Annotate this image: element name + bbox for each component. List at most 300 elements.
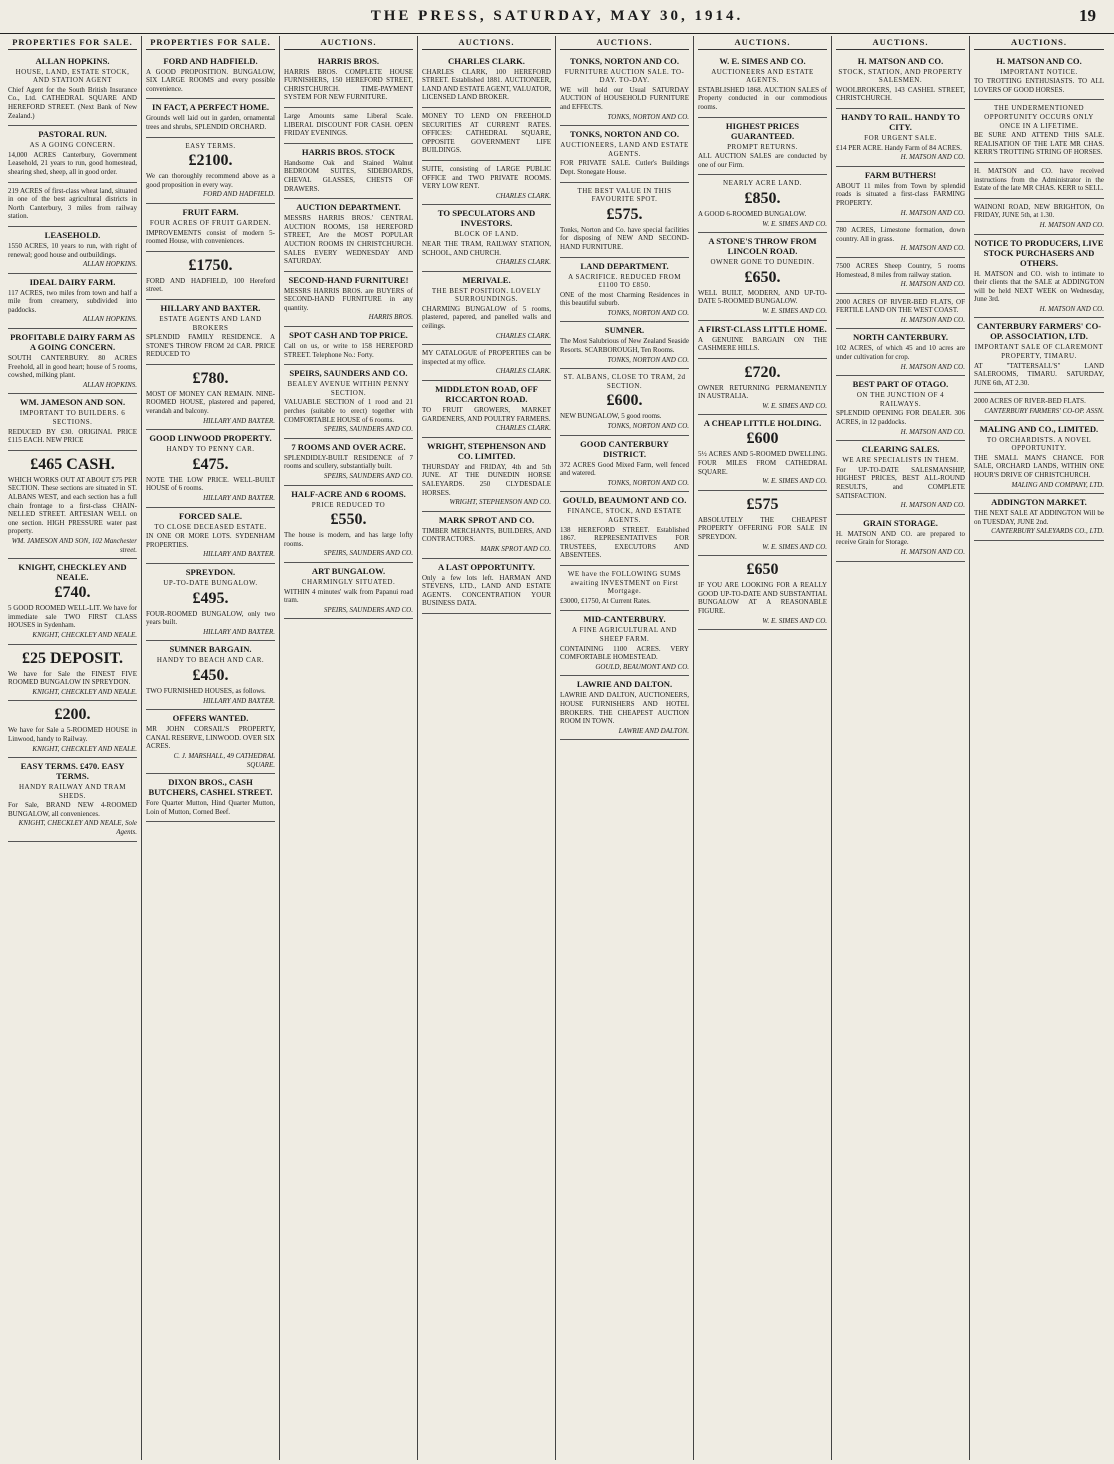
advertisement	[8, 701, 137, 758]
ad-body: WITHIN 4 minutes' walk from Papanui road tram.	[284, 587, 413, 605]
ad-body: CHARMING BUNGALOW of 5 rooms, plastered, papered, and panelled walls and ceilings.	[422, 304, 551, 331]
newspaper-columns	[4, 36, 1110, 1460]
ad-body: THE NEXT SALE AT ADDINGTON Will be on TUESDAY, JUNE 2nd.	[974, 509, 1104, 526]
advertisement	[974, 393, 1104, 420]
ad-body: We have for Sale the FINEST FIVE ROOMED BUNGALOW IN SPREYDON.	[8, 669, 137, 687]
advertisement	[698, 415, 827, 490]
ad-title: HIGHEST PRICES GUARANTEED.	[725, 120, 800, 141]
ad-signature: GOULD, BEAUMONT AND CO.	[595, 662, 689, 671]
ad-signature: SPEIRS, SAUNDERS AND CO.	[323, 425, 413, 434]
ad-signature: H. MATSON AND CO.	[900, 153, 965, 162]
ad-signature: H. MATSON AND CO.	[900, 244, 965, 253]
ad-signature: HILLARY AND BAXTER.	[203, 696, 275, 705]
ad-body: ONE of the most Charming Residences in this beautiful suburb.	[560, 290, 689, 308]
ad-title: A STONE'S THROW FROM LINCOLN ROAD.	[708, 236, 817, 257]
advertisement	[422, 381, 551, 438]
ad-price: £465 CASH.	[30, 455, 115, 473]
advertisement	[284, 486, 413, 563]
ad-body: SPLENDIDLY-BUILT RESIDENCE of 7 rooms and scullery, substantially built.	[284, 453, 413, 471]
ad-title: IDEAL DAIRY FARM.	[29, 276, 116, 287]
ad-subtitle: THE BEST POSITION. LOVELY SURROUNDINGS.	[431, 286, 542, 304]
advertisement	[8, 559, 137, 644]
advertisement	[146, 710, 275, 774]
ad-price: £1750.	[188, 256, 233, 274]
advertisement	[8, 183, 137, 227]
ad-signature: HILLARY AND BAXTER.	[203, 550, 275, 559]
advertisement	[974, 53, 1104, 101]
ad-title: CANTERBURY FARMERS' CO-OP. ASSOCIATION, LTD.	[976, 321, 1102, 342]
ad-subtitle: A FINE AGRICULTURAL AND SHEEP FARM.	[572, 626, 677, 643]
advertisement	[8, 126, 137, 182]
column-heading: AUCTIONS.	[698, 38, 827, 50]
ad-subtitle: STOCK, STATION, AND PROPERTY SALESMEN.	[838, 67, 963, 85]
ad-subtitle: OWNER GONE TO DUNEDIN.	[710, 258, 815, 267]
ad-body: For UP-TO-DATE SALESMANSHIP, HIGHEST PRICES, BEST ALL-ROUND RESULTS, and COMPLETE SATISFACTION.	[836, 465, 965, 500]
ad-title: TO SPECULATORS AND INVESTORS.	[437, 208, 536, 229]
ad-body: H. MATSON and CO. wish to intimate to their clients that the SALE at ADDINGTON will be held NEXT WEEK on Wednesday, June 3rd.	[974, 269, 1104, 304]
ad-body: ABSOLUTELY THE CHEAPEST PROPERTY OFFERING FOR SALE IN SPREYDON.	[698, 515, 827, 542]
ad-signature: MARK SPROT AND CO.	[480, 544, 551, 553]
advertisement	[284, 327, 413, 365]
ad-signature: W. E. SIMES AND CO.	[762, 306, 827, 315]
advertisement	[284, 144, 413, 199]
ad-title: ADDINGTON MARKET.	[991, 497, 1087, 508]
ad-subtitle: PRICE REDUCED TO	[311, 500, 386, 509]
ad-body: CONTAINING 1100 ACRES. VERY COMFORTABLE HOMESTEAD.	[560, 644, 689, 662]
ad-body: 780 ACRES, Limestone formation, down country. All in grass.	[836, 226, 965, 243]
ad-signature: H. MATSON AND CO.	[1039, 220, 1104, 229]
ad-signature: FORD AND HADFIELD.	[202, 190, 275, 199]
ad-signature: C. J. MARSHALL, 49 CATHEDRAL SQUARE.	[173, 751, 275, 769]
ad-body: We can thoroughly recommend above as a good proposition in every way.	[146, 172, 275, 189]
ad-price: £2100.	[188, 152, 233, 170]
ad-price: £650	[746, 561, 779, 579]
ad-signature: SPEIRS, SAUNDERS AND CO.	[323, 472, 413, 480]
ad-title: BEST PART OF OTAGO.	[852, 379, 949, 390]
ad-signature: WM. JAMESON AND SON, 102 Manchester street.	[11, 536, 137, 554]
ad-title: SPOT CASH AND TOP PRICE.	[289, 330, 408, 341]
ad-body: 7500 ACRES Sheep Country, 5 rooms Homestead, 8 miles from railway station.	[836, 261, 965, 279]
ad-title: MALING AND CO., LIMITED.	[979, 423, 1099, 434]
ad-signature: W. E. SIMES AND CO.	[762, 401, 827, 410]
advertisement	[836, 167, 965, 222]
advertisement	[974, 494, 1104, 541]
advertisement	[836, 109, 965, 167]
ad-title: MERIVALE.	[462, 274, 511, 285]
advertisement	[146, 641, 275, 710]
ad-subtitle: PROMPT RETURNS.	[727, 142, 798, 151]
ad-body: Only a few lots left. HARMAN AND STEVENS, LTD., LAND AND ESTATE AGENTS. CONCENTRATION YOUR BUSINESS DATA.	[422, 573, 551, 608]
advertisement	[422, 512, 551, 559]
advertisement	[560, 566, 689, 611]
advertisement	[836, 53, 965, 109]
ad-subtitle: A SACRIFICE. REDUCED FROM £1100 TO £850.	[568, 272, 681, 290]
advertisement	[422, 53, 551, 108]
ad-body: 2000 ACRES OF RIVER-BED FLATS, OF FERTILE LAND ON THE WEST COAST.	[836, 297, 965, 315]
ad-signature: H. MATSON AND CO.	[900, 427, 965, 436]
ad-body: Chief Agent for the South British Insurance Co., Ltd. CATHEDRAL SQUARE AND HEREFORD STREET. (Next Bank of New Zealand.)	[8, 85, 137, 120]
ad-subtitle: HOUSE, LAND, ESTATE STOCK, AND STATION AGENT	[15, 67, 130, 85]
advertisement	[974, 235, 1104, 319]
ad-title: OFFERS WANTED.	[172, 713, 249, 724]
ad-signature: H. MATSON AND CO.	[900, 315, 965, 324]
ad-body: SPLENDID FAMILY RESIDENCE. A STONE'S THROW FROM 2d CAR. PRICE REDUCED TO	[146, 333, 275, 359]
ad-title: GOOD LINWOOD PROPERTY.	[149, 433, 272, 444]
ad-body: NEAR THE TRAM, RAILWAY STATION, SCHOOL, AND CHURCH.	[422, 239, 551, 257]
ad-subtitle: WE have the FOLLOWING SUMS awaiting INVESTMENT on First Mortgage.	[567, 569, 682, 596]
ad-subtitle: FOR URGENT SALE.	[864, 133, 937, 142]
ad-subtitle: FURNITURE AUCTION SALE. TO-DAY. TO-DAY.	[564, 67, 685, 85]
ad-title: MARK SPROT AND CO.	[438, 514, 535, 525]
ad-subtitle: BLOCK OF LAND.	[454, 230, 519, 239]
ad-signature: H. MATSON AND CO.	[900, 280, 965, 289]
ad-price: £720.	[744, 363, 781, 381]
ad-title: LAWRIE AND DALTON.	[576, 679, 673, 690]
advertisement	[422, 108, 551, 161]
advertisement	[8, 227, 137, 274]
advertisement	[146, 138, 275, 204]
ad-subtitle: AUCTIONEERS AND ESTATE AGENTS.	[711, 67, 814, 85]
ad-price: £200.	[54, 706, 91, 724]
ad-body: MESSRS HARRIS BROS.' CENTRAL AUCTION ROOMS, 158 HEREFORD STREET, Are the MOST POPULAR AUCTION ROOMS IN CHRISTCHURCH. SALES EVERY WEDNESDAY AND SATURDAY.	[284, 214, 413, 266]
ad-body: 1550 ACRES, 10 years to run, with right of renewal; good house and outbuildings.	[8, 241, 137, 259]
ad-title: PROFITABLE DAIRY FARM AS A GOING CONCERN.	[10, 332, 135, 353]
ad-price: £850.	[744, 189, 781, 207]
advertisement	[422, 161, 551, 205]
ad-title: W. E. SIMES AND CO.	[719, 55, 806, 66]
ad-body: CHARLES CLARK, 100 HEREFORD STREET. Established 1881. AUCTIONEER, LAND AND ESTATE AGENT, VALUATOR, LICENSED LAND BROKER.	[422, 67, 551, 102]
ad-body: THE SMALL MAN'S CHANCE. FOR SALE, ORCHARD LANDS, WITHIN ONE HOUR'S DRIVE OF CHRISTCHURCH.	[974, 453, 1104, 479]
ad-signature: KNIGHT, CHECKLEY AND NEALE.	[32, 687, 137, 696]
ad-subtitle: IMPORTANT NOTICE.	[1000, 67, 1078, 76]
advertisement	[836, 515, 965, 562]
ad-body: 219 ACRES of first-class wheat land, situated in one of the best agricultural districts in North Canterbury, 3 miles from railway station.	[8, 186, 137, 221]
ad-body: ALL AUCTION SALES are conducted by one of our Firm.	[698, 152, 827, 169]
ad-title: GRAIN STORAGE.	[863, 517, 938, 528]
ad-body: SPLENDID OPENING FOR DEALER. 306 ACRES, in 12 paddocks.	[836, 409, 965, 427]
advertisement	[698, 233, 827, 320]
advertisement	[8, 758, 137, 842]
advertisement	[698, 359, 827, 416]
advertisement	[284, 439, 413, 486]
advertisement	[422, 272, 551, 346]
column	[694, 36, 832, 1460]
ad-title: FORD AND HADFIELD.	[163, 55, 258, 66]
ad-body: REDUCED BY £30. ORIGINAL PRICE £115 EACH. NEW PRICE	[8, 427, 137, 445]
advertisement	[836, 222, 965, 258]
ad-subtitle: THE BEST VALUE IN THIS FAVOURITE SPOT.	[577, 186, 672, 204]
ad-title: SUMNER.	[604, 325, 645, 336]
ad-title: DIXON BROS., CASH BUTCHERS, CASHEL STREET.	[148, 777, 273, 798]
ad-body: AT "TATTERSALL'S" LAND SALEROOMS, TIMARU. SATURDAY, JUNE 6th, AT 2.30.	[974, 361, 1104, 387]
ad-signature: MALING AND COMPANY, LTD.	[1011, 480, 1104, 489]
advertisement	[284, 272, 413, 327]
ad-title: SUMNER BARGAIN.	[169, 644, 252, 655]
ad-body: A GENUINE BARGAIN ON THE CASHMERE HILLS.	[698, 335, 827, 353]
ad-body: IN ONE OR MORE LOTS. SYDENHAM PROPERTIES.	[146, 532, 275, 549]
ad-body: £14 PER ACRE. Handy Farm of 84 ACRES.	[836, 143, 962, 152]
ad-title: SECOND-HAND FURNITURE!	[288, 274, 409, 285]
advertisement	[8, 645, 137, 702]
ad-body: MY CATALOGUE of PROPERTIES can be inspected at my office.	[422, 349, 551, 366]
ad-signature: ALLAN HOPKINS.	[82, 260, 137, 269]
ad-signature: H. MATSON AND CO.	[900, 501, 965, 510]
ad-body: For Sale, BRAND NEW 4-ROOMED BUNGALOW, all conveniences.	[8, 801, 137, 818]
ad-title: PASTORAL RUN.	[38, 129, 107, 140]
advertisement	[560, 322, 689, 369]
ad-body: MOST OF MONEY CAN REMAIN. NINE-ROOMED HOUSE, plastered and papered, verandah and balcony.	[146, 389, 275, 416]
ad-subtitle: FOUR ACRES OF FRUIT GARDEN.	[149, 218, 272, 227]
advertisement	[560, 676, 689, 740]
ad-subtitle: EASY TERMS.	[185, 141, 236, 150]
advertisement	[8, 329, 137, 394]
ad-title: MIDDLETON ROAD, OFF RICCARTON ROAD.	[435, 384, 538, 405]
advertisement	[974, 100, 1104, 163]
ad-title: HILLARY AND BAXTER.	[160, 302, 261, 313]
ad-body: OWNER RETURNING PERMANENTLY IN AUSTRALIA.	[698, 383, 827, 401]
ad-title: HANDY TO RAIL. HANDY TO CITY.	[841, 111, 960, 132]
ad-price: £450.	[192, 666, 229, 684]
advertisement	[698, 53, 827, 118]
advertisement	[146, 508, 275, 564]
advertisement	[560, 436, 689, 493]
ad-title: TONKS, NORTON AND CO.	[570, 55, 679, 66]
column-heading: AUCTIONS.	[560, 38, 689, 50]
ad-subtitle: NEARLY ACRE LAND.	[723, 179, 802, 188]
advertisement	[422, 438, 551, 512]
masthead	[0, 0, 1114, 34]
ad-signature: SPEIRS, SAUNDERS AND CO.	[323, 549, 413, 558]
column	[418, 36, 556, 1460]
ad-body: BE SURE AND ATTEND THIS SALE. REALISATION OF THE LATE MR CHAS. KERR'S TROTTING STRING OF HORSES.	[974, 131, 1104, 157]
ad-body: 14,000 ACRES Canterbury, Government Leasehold, 21 years to run, good homestead, shearing shed, sheep, all in good order.	[8, 150, 137, 176]
ad-title: HARRIS BROS.	[317, 55, 380, 66]
advertisement	[560, 258, 689, 323]
ad-body: IMPROVEMENTS consist of modern 5-roomed House, with conveniences.	[146, 228, 275, 246]
ad-signature: CANTERBURY FARMERS' CO-OP. ASSN.	[984, 407, 1104, 416]
ad-signature: W. E. SIMES AND CO.	[762, 542, 827, 551]
ad-body: WOOLBROKERS, 143 CASHEL STREET, CHRISTCHURCH.	[836, 85, 965, 103]
advertisement	[698, 491, 827, 556]
ad-price: £575.	[606, 205, 643, 223]
ad-body: A GOOD 6-ROOMED BUNGALOW.	[698, 209, 807, 218]
advertisement	[284, 53, 413, 108]
column-heading: PROPERTIES FOR SALE.	[146, 38, 275, 50]
advertisement	[560, 492, 689, 566]
ad-price: £495.	[192, 589, 229, 607]
ad-body: FORD AND HADFIELD, 100 Hereford street.	[146, 276, 275, 294]
ad-subtitle: FINANCE, STOCK, AND ESTATE AGENTS.	[567, 507, 682, 524]
ad-body: £3000, £1750, At Current Rates.	[560, 596, 651, 605]
ad-subtitle: AS A GOING CONCERN.	[29, 141, 116, 150]
ad-title: KNIGHT, CHECKLEY AND NEALE.	[18, 562, 127, 583]
ad-body: 372 ACRES Good Mixed Farm, well fenced and watered.	[560, 460, 689, 478]
ad-signature: CHARLES CLARK.	[495, 258, 551, 267]
column-heading: AUCTIONS.	[836, 38, 965, 50]
advertisement	[836, 441, 965, 515]
advertisement	[560, 369, 689, 435]
ad-title: SPEIRS, SAUNDERS AND CO.	[289, 368, 408, 379]
advertisement	[974, 421, 1104, 495]
ad-title: IN FACT, A PERFECT HOME.	[152, 102, 269, 113]
ad-title: GOULD, BEAUMONT AND CO.	[562, 495, 687, 506]
ad-signature: H. MATSON AND CO.	[900, 362, 965, 371]
ad-subtitle: IMPORTANT SALE OF CLAREMONT PROPERTY, TIMARU.	[974, 343, 1104, 361]
advertisement	[698, 118, 827, 176]
ad-signature: KNIGHT, CHECKLEY AND NEALE, Sole Agents.	[18, 819, 137, 837]
ad-body: LAWRIE AND DALTON, AUCTIONEERS, HOUSE FURNISHERS AND HOTEL BROKERS. THE CHEAPEST AUCTION ROOM IN TOWN.	[560, 691, 689, 726]
ad-signature: HILLARY AND BAXTER.	[203, 494, 275, 503]
column-heading: AUCTIONS.	[974, 38, 1104, 50]
ad-subtitle: UP-TO-DATE BUNGALOW.	[163, 579, 258, 587]
ad-body: TO FRUIT GROWERS, MARKET GARDENERS, AND POULTRY FARMERS.	[422, 406, 551, 423]
ad-body: MESSRS HARRIS BROS. are BUYERS of SECOND-HAND FURNITURE in any quantity.	[284, 286, 413, 312]
ad-body: Tonks, Norton and Co. have special facilities for disposing of NEW AND SECOND-HAND FURNITURE.	[560, 225, 689, 251]
ad-body: TWO FURNISHED HOUSES, as follows.	[146, 686, 266, 695]
ad-signature: CANTERBURY SALEYARDS CO., LTD.	[991, 527, 1104, 536]
advertisement	[146, 53, 275, 100]
ad-body: Large Amounts same Liberal Scale. LIBERAL DISCOUNT FOR CASH. OPEN FRIDAY EVENINGS.	[284, 111, 413, 138]
ad-subtitle: ESTATE AGENTS AND LAND BROKERS	[159, 314, 262, 332]
ad-body: VALUABLE SECTION of 1 rood and 21 perches (suitable to erect) together with COMFORTABLE HOUSE of 6 rooms.	[284, 398, 413, 424]
ad-signature: CHARLES CLARK.	[495, 331, 551, 340]
ad-body: FOUR-ROOMED BUNGALOW, only two years built.	[146, 609, 275, 627]
ad-subtitle: TO CLOSE DECEASED ESTATE.	[154, 522, 267, 531]
ad-signature: H. MATSON AND CO.	[900, 547, 965, 556]
ad-signature: CHARLES CLARK.	[495, 424, 551, 433]
ad-title: LAND DEPARTMENT.	[580, 260, 669, 271]
ad-price: £650.	[744, 268, 781, 286]
ad-title: FRUIT FARM.	[182, 206, 239, 217]
ad-title: HALF-ACRE AND 6 ROOMS.	[291, 488, 406, 499]
ad-title: A FIRST-CLASS LITTLE HOME.	[698, 323, 827, 334]
column	[970, 36, 1108, 1460]
ad-body: THURSDAY and FRIDAY, 4th and 5th JUNE. AT THE DUNEDIN HORSE SALEYARDS. 250 CLYDESDALE HORSES.	[422, 462, 551, 497]
advertisement	[8, 451, 137, 559]
ad-title: NOTICE TO PRODUCERS, LIVE STOCK PURCHASERS AND OTHERS.	[974, 237, 1104, 268]
ad-signature: TONKS, NORTON AND CO.	[607, 355, 689, 364]
advertisement	[560, 126, 689, 182]
advertisement	[8, 394, 137, 450]
advertisement	[836, 329, 965, 376]
ad-subtitle: HANDY TO BEACH AND CAR.	[156, 656, 265, 665]
ad-signature: KNIGHT, CHECKLEY AND NEALE.	[32, 630, 137, 639]
advertisement	[560, 53, 689, 127]
advertisement	[146, 99, 275, 137]
ad-signature: LAWRIE AND DALTON.	[618, 726, 689, 735]
ad-price: £600.	[606, 392, 643, 410]
ad-title: FARM BUTHERS!	[864, 169, 937, 180]
ad-signature: TONKS, NORTON AND CO.	[607, 478, 689, 487]
column	[556, 36, 694, 1460]
ad-body: 5 GOOD ROOMED WELL-LIT. We have for immediate sale TWO FIRST CLASS HOUSES in Sydenham.	[8, 604, 137, 630]
advertisement	[836, 376, 965, 441]
advertisement	[146, 300, 275, 365]
advertisement	[146, 564, 275, 641]
ad-signature: HARRIS BROS.	[368, 313, 413, 322]
ad-body: 102 ACRES, of which 45 and 10 acres are under cultivation for crop.	[836, 344, 965, 362]
advertisement	[974, 318, 1104, 393]
ad-subtitle: CHARMINGLY SITUATED.	[301, 577, 396, 586]
advertisement	[146, 774, 275, 822]
ad-subtitle: WE ARE SPECIALISTS IN THEM.	[842, 456, 959, 465]
advertisement	[8, 274, 137, 329]
ad-body: FOR PRIVATE SALE. Cutler's Buildings Dept. Stonegate House.	[560, 159, 689, 176]
ad-title: 7 ROOMS AND OVER ACRE.	[291, 441, 406, 452]
ad-price: £475.	[192, 455, 229, 473]
ad-title: ART BUNGALOW.	[311, 565, 386, 576]
ad-body: ESTABLISHED 1868. AUCTION SALES of Property conducted in our commodious rooms.	[698, 85, 827, 111]
ad-body: Fore Quarter Mutton, Hind Quarter Mutton, Loin of Mutton, Corned Beef.	[146, 799, 275, 816]
masthead-title: THE PRESS, SATURDAY, MAY 30, 1914.	[370, 8, 744, 24]
ad-body: NEW BUNGALOW, 5 good rooms.	[560, 412, 662, 421]
ad-signature: HILLARY AND BAXTER.	[203, 416, 275, 425]
ad-title: GOOD CANTERBURY DISTRICT.	[580, 438, 669, 459]
ad-title: FORCED SALE.	[178, 510, 243, 521]
ad-subtitle: ON THE JUNCTION OF 4 RAILWAYS.	[856, 391, 945, 408]
ad-title: H. MATSON AND CO.	[996, 55, 1082, 66]
advertisement	[422, 205, 551, 271]
ad-body: 2000 ACRES OF RIVER-BED FLATS.	[974, 397, 1086, 406]
ad-title: EASY TERMS. £470. EASY TERMS.	[20, 761, 125, 782]
ad-body: We have for Sale a 5-ROOMED HOUSE in Linwood, handy to Railway.	[8, 726, 137, 743]
ad-body: Call on us, or write to 158 HEREFORD STREET. Telephone No.: Forty.	[284, 342, 413, 359]
advertisement	[284, 563, 413, 619]
ad-subtitle: THE UNDERMENTIONED OPPORTUNITY OCCURS ONLY ONCE IN A LIFETIME.	[984, 104, 1094, 130]
ad-signature: TONKS, NORTON AND CO.	[607, 422, 689, 431]
ad-signature: TONKS, NORTON AND CO.	[607, 308, 689, 317]
ad-title: WM. JAMESON AND SON.	[19, 397, 126, 408]
ad-body: IF YOU ARE LOOKING FOR A REALLY GOOD UP-TO-DATE AND SUBSTANTIAL BUNGALOW AT A REASONABLE FIGURE.	[698, 581, 827, 615]
ad-body: SOUTH CANTERBURY. 80 ACRES Freehold, all in good heart; house of 5 rooms, cowshed, milking plant.	[8, 354, 137, 380]
ad-title: TONKS, NORTON AND CO.	[570, 129, 679, 140]
advertisement	[284, 199, 413, 272]
advertisement	[146, 365, 275, 430]
column-heading: AUCTIONS.	[422, 38, 551, 50]
ad-price: £575	[746, 495, 779, 513]
ad-signature: KNIGHT, CHECKLEY AND NEALE.	[32, 744, 137, 753]
ad-body: TIMBER MERCHANTS, BUILDERS, AND CONTRACTORS.	[422, 526, 551, 544]
ad-title: ALLAN HOPKINS.	[35, 55, 110, 66]
ad-body: WAINONI ROAD, NEW BRIGHTON, On FRIDAY, JUNE 5th, at 1.30.	[974, 202, 1104, 220]
ad-body: TO TROTTING ENTHUSIASTS. TO ALL LOVERS OF GOOD HORSES.	[974, 77, 1104, 94]
ad-price: £740.	[54, 584, 91, 602]
advertisement	[422, 559, 551, 614]
ad-signature: ALLAN HOPKINS.	[82, 380, 137, 389]
ad-body: MR JOHN CORSAIL'S PROPERTY, CANAL RESERVE, LINWOOD. OVER SIX ACRES.	[146, 725, 275, 751]
ad-body: NOTE THE LOW PRICE. WELL-BUILT HOUSE of 6 rooms.	[146, 475, 275, 493]
advertisement	[146, 252, 275, 300]
ad-body: 5½ ACRES AND 5-ROOMED DWELLING. FOUR MILES FROM CATHEDRAL SQUARE.	[698, 450, 827, 476]
advertisement	[974, 163, 1104, 199]
column	[142, 36, 280, 1460]
advertisement	[284, 108, 413, 144]
ad-signature: H. MATSON AND CO.	[900, 208, 965, 217]
ad-price: £600	[746, 430, 779, 448]
ad-price: £25 DEPOSIT.	[21, 649, 124, 667]
ad-title: CHARLES CLARK.	[448, 55, 525, 66]
ad-body: A GOOD PROPOSITION. BUNGALOW, SIX LARGE ROOMS and every possible convenience.	[146, 67, 275, 93]
ad-signature: WRIGHT, STEPHENSON AND CO.	[449, 498, 551, 507]
ad-signature: H. MATSON AND CO.	[1039, 304, 1104, 313]
ad-body: 117 ACRES, two miles from town and half a mile from creamery, subdivided into paddocks.	[8, 288, 137, 314]
advertisement	[698, 175, 827, 233]
ad-price: £780.	[192, 369, 229, 387]
ad-body: MONEY TO LEND ON FREEHOLD SECURITIES AT CURRENT RATES. OFFICES: CATHEDRAL SQUARE, OPPOSITE GOVERNMENT LIFE BUILDINGS.	[422, 111, 551, 155]
ad-price: £550.	[330, 511, 367, 529]
ad-subtitle: HANDY RAILWAY AND TRAM SHEDS.	[19, 783, 126, 800]
ad-signature: W. E. SIMES AND CO.	[762, 477, 827, 486]
